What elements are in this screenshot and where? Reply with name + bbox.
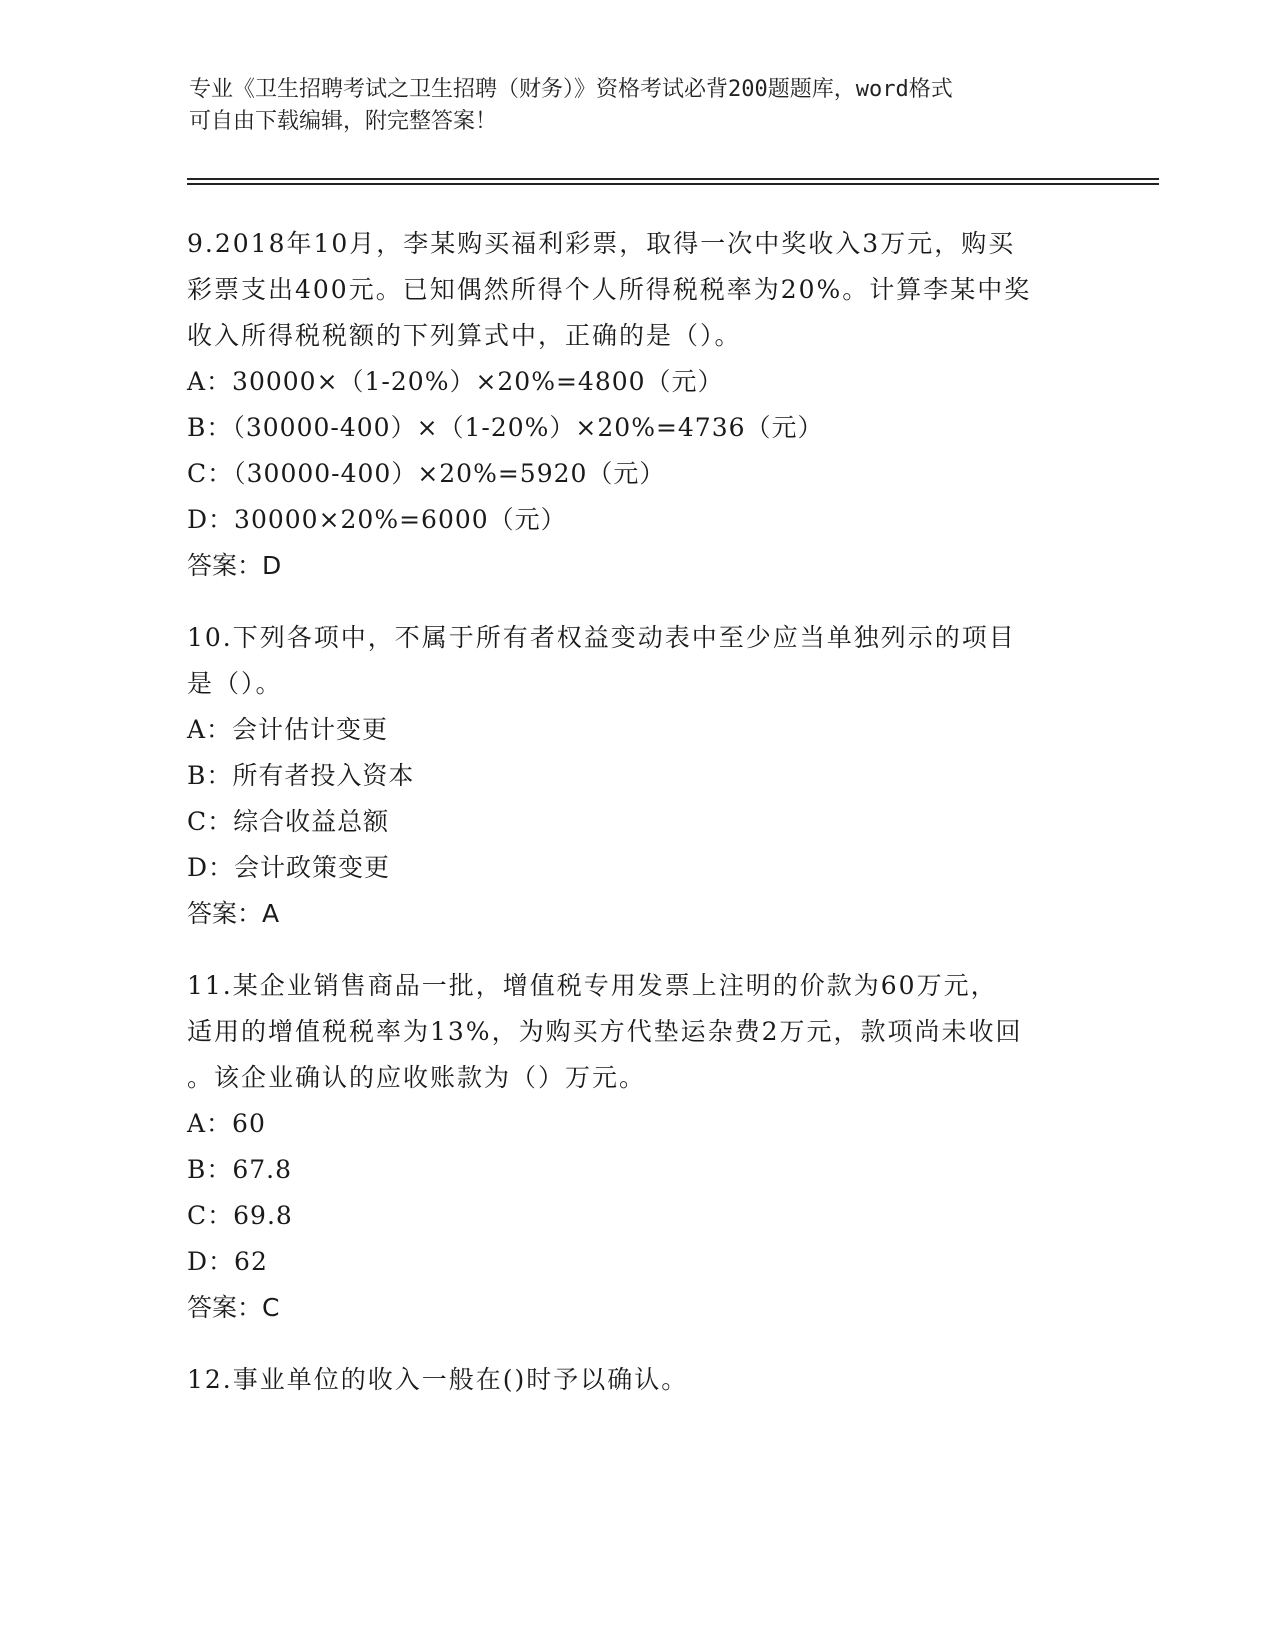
question-9 (187, 221, 1087, 589)
question-11 (187, 963, 1087, 1331)
header-divider-bottom (187, 183, 1159, 185)
option-c: C：综合收益总额 (187, 807, 390, 836)
question-stem (187, 1357, 1087, 1403)
question-stem-line: 是（）。 (187, 669, 283, 698)
answer-label: 答案：D (187, 551, 282, 580)
question-10 (187, 615, 1087, 937)
option-c: C：69.8 (187, 1201, 293, 1230)
option-d: D：会计政策变更 (187, 853, 391, 882)
question-12 (187, 1357, 1087, 1403)
option-b: B：67.8 (187, 1155, 293, 1184)
question-stem (187, 221, 1087, 359)
question-stem-line: 适用的增值税税率为13%，为购买方代垫运杂费2万元，款项尚未收回 (187, 1017, 1023, 1046)
option-d: D：62 (187, 1247, 268, 1276)
header-divider-top (187, 178, 1159, 180)
question-stem-line: 彩票支出400元。已知偶然所得个人所得税税率为20%。计算李某中奖 (187, 275, 1032, 304)
question-stem-line: 9.2018年10月，李某购买福利彩票，取得一次中奖收入3万元，购买 (187, 229, 1016, 258)
document-header (189, 74, 1089, 138)
option-d: D：30000×20%=6000（元） (187, 505, 567, 534)
question-stem (187, 615, 1087, 707)
question-stem (187, 963, 1087, 1101)
question-stem-line: 12.事业单位的收入一般在()时予以确认。 (187, 1365, 689, 1394)
option-a: A：30000×（1-20%）×20%=4800（元） (187, 367, 724, 396)
header-subtitle-line: 可自由下载编辑，附完整答案！ (189, 109, 498, 134)
option-a: A：60 (187, 1109, 266, 1138)
question-stem-line: 收入所得税税额的下列算式中，正确的是（）。 (187, 321, 742, 350)
question-stem-line: 。该企业确认的应收账款为（）万元。 (187, 1063, 647, 1092)
option-c: C：（30000-400）×20%=5920（元） (187, 459, 666, 488)
question-stem-line: 11.某企业销售商品一批，增值税专用发票上注明的价款为60万元， (187, 971, 998, 1000)
question-stem-line: 10.下列各项中，不属于所有者权益变动表中至少应当单独列示的项目 (187, 623, 1016, 652)
option-b: B：所有者投入资本 (187, 761, 415, 790)
option-b: B：（30000-400）×（1-20%）×20%=4736（元） (187, 413, 824, 442)
answer-label: 答案：C (187, 1293, 280, 1322)
header-title-line: 专业《卫生招聘考试之卫生招聘（财务）》资格考试必背200题题库，word格式 (189, 77, 953, 102)
answer-label: 答案：A (187, 899, 280, 928)
option-a: A：会计估计变更 (187, 715, 389, 744)
